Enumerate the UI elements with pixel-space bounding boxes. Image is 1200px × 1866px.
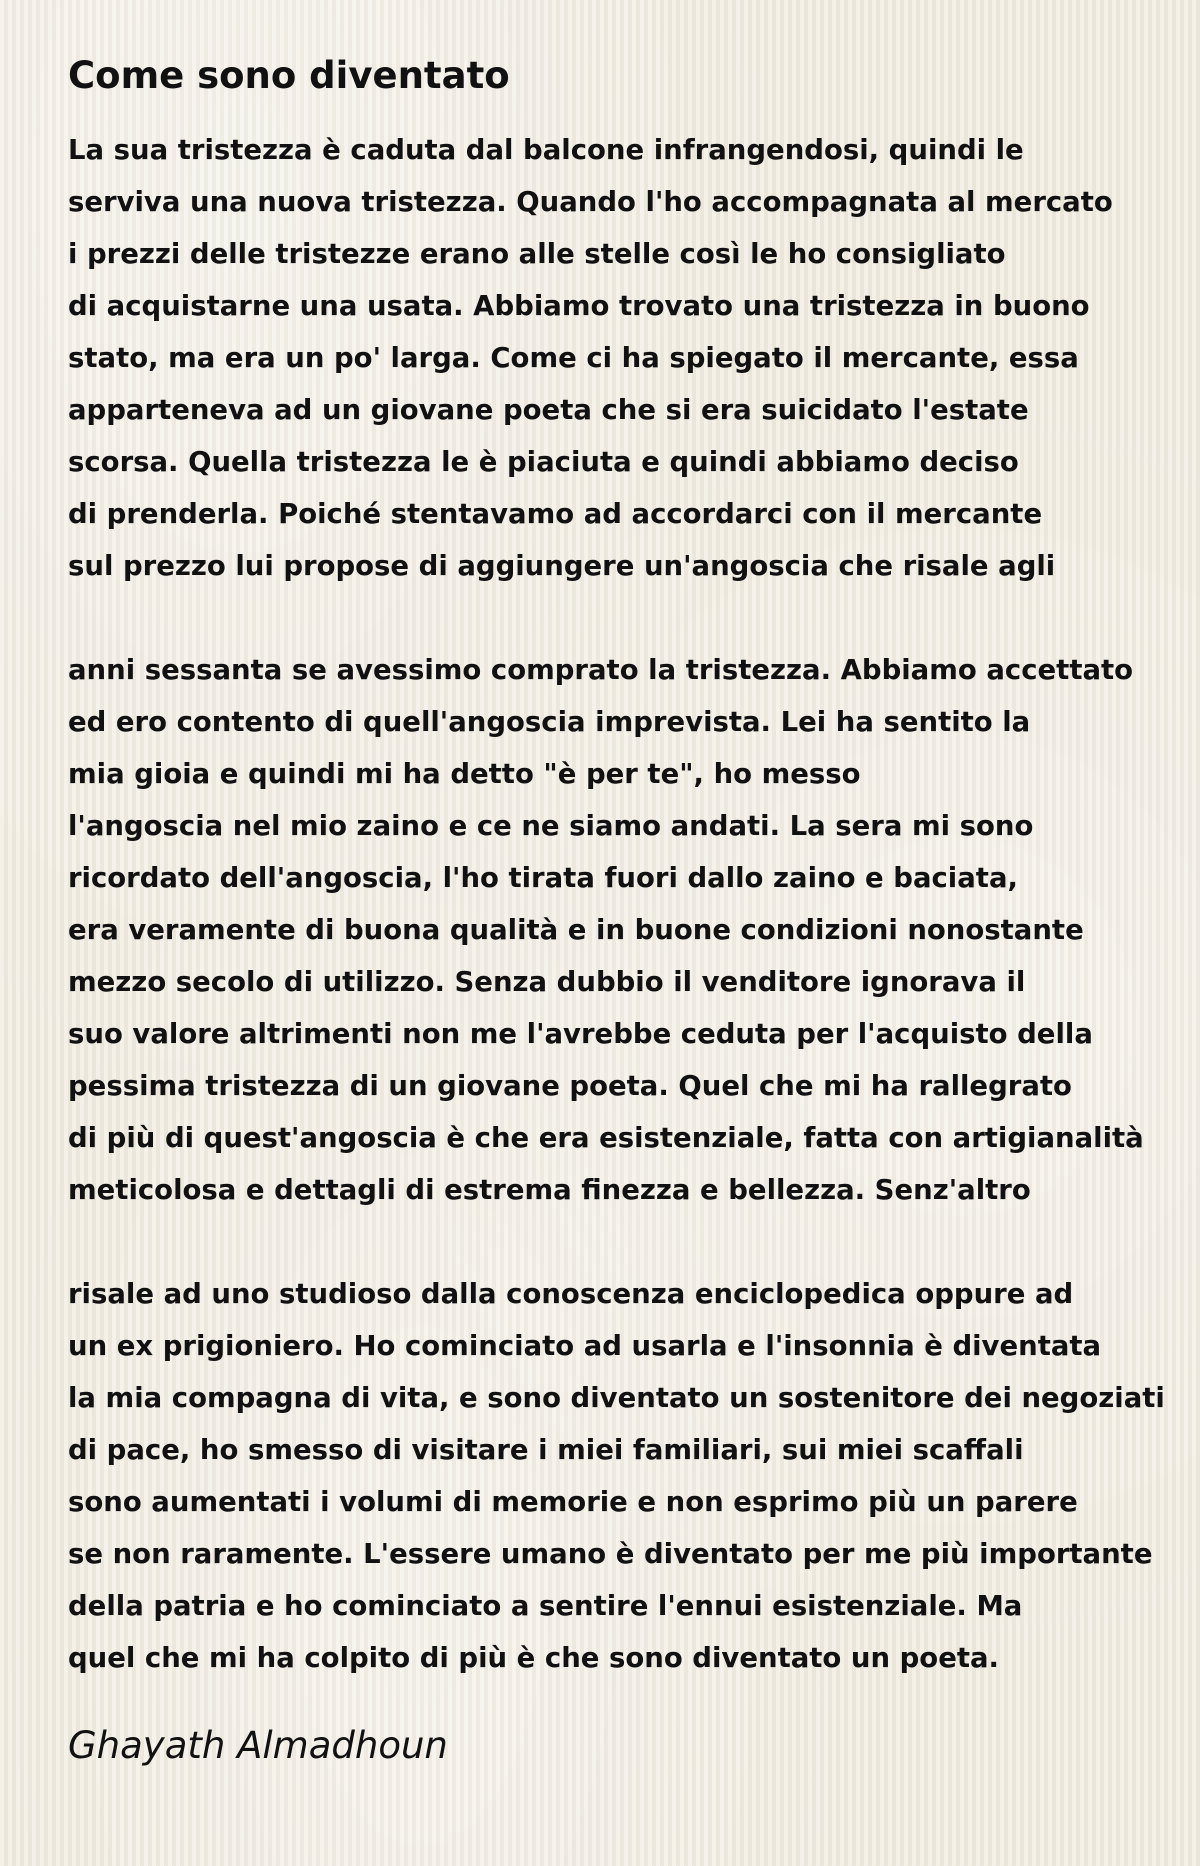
poem-line: suo valore altrimenti non me l'avrebbe ceduta per l'acquisto della <box>68 1018 1093 1050</box>
poem-line: un ex prigioniero. Ho cominciato ad usarla e l'insonnia è diventata <box>68 1330 1102 1362</box>
poem-stanza-1 <box>68 124 1168 592</box>
poem-line: di acquistarne una usata. Abbiamo trovato una tristezza in buono <box>68 290 1090 322</box>
poem-line: la mia compagna di vita, e sono diventato un sostenitore dei negoziati <box>68 1382 1165 1414</box>
poem-stanza-2 <box>68 644 1168 1216</box>
poem-line: di pace, ho smesso di visitare i miei familiari, sui miei scaffali <box>68 1434 1024 1466</box>
poem-line: della patria e ho cominciato a sentire l'ennui esistenziale. Ma <box>68 1590 1023 1622</box>
poem-line: anni sessanta se avessimo comprato la tristezza. Abbiamo accettato <box>68 654 1134 686</box>
poem-line: ricordato dell'angoscia, l'ho tirata fuori dallo zaino e baciata, <box>68 862 1018 894</box>
poem-line: se non raramente. L'essere umano è diventato per me più importante <box>68 1538 1153 1570</box>
poem-line: pessima tristezza di un giovane poeta. Quel che mi ha rallegrato <box>68 1070 1072 1102</box>
poem-line: serviva una nuova tristezza. Quando l'ho accompagnata al mercato <box>68 186 1113 218</box>
poem-line: risale ad uno studioso dalla conoscenza enciclopedica oppure ad <box>68 1278 1074 1310</box>
poem-line: quel che mi ha colpito di più è che sono diventato un poeta. <box>68 1642 999 1674</box>
poem-line: di prenderla. Poiché stentavamo ad accordarci con il mercante <box>68 498 1043 530</box>
poem-line: stato, ma era un po' larga. Come ci ha spiegato il mercante, essa <box>68 342 1079 374</box>
poem-line: apparteneva ad un giovane poeta che si era suicidato l'estate <box>68 394 1029 426</box>
poem-stanza-3 <box>68 1268 1168 1684</box>
poem-line: La sua tristezza è caduta dal balcone infrangendosi, quindi le <box>68 134 1024 166</box>
poem-line: l'angoscia nel mio zaino e ce ne siamo andati. La sera mi sono <box>68 810 1034 842</box>
poem-page <box>68 52 1168 1770</box>
poem-line: di più di quest'angoscia è che era esistenziale, fatta con artigianalità <box>68 1122 1144 1154</box>
poem-line: mia gioia e quindi mi ha detto "è per te", ho messo <box>68 758 861 790</box>
poem-line: i prezzi delle tristezze erano alle stelle così le ho consigliato <box>68 238 1006 270</box>
poem-author: Ghayath Almadhoun <box>68 1724 448 1767</box>
poem-line: sono aumentati i volumi di memorie e non esprimo più un parere <box>68 1486 1078 1518</box>
poem-line: era veramente di buona qualità e in buone condizioni nonostante <box>68 914 1084 946</box>
poem-title: Come sono diventato <box>68 54 510 97</box>
poem-line: sul prezzo lui propose di aggiungere un'angoscia che risale agli <box>68 550 1056 582</box>
poem-line: mezzo secolo di utilizzo. Senza dubbio il venditore ignorava il <box>68 966 1026 998</box>
poem-line: meticolosa e dettagli di estrema finezza e bellezza. Senz'altro <box>68 1174 1031 1206</box>
poem-line: ed ero contento di quell'angoscia imprevista. Lei ha sentito la <box>68 706 1031 738</box>
poem-line: scorsa. Quella tristezza le è piaciuta e quindi abbiamo deciso <box>68 446 1019 478</box>
